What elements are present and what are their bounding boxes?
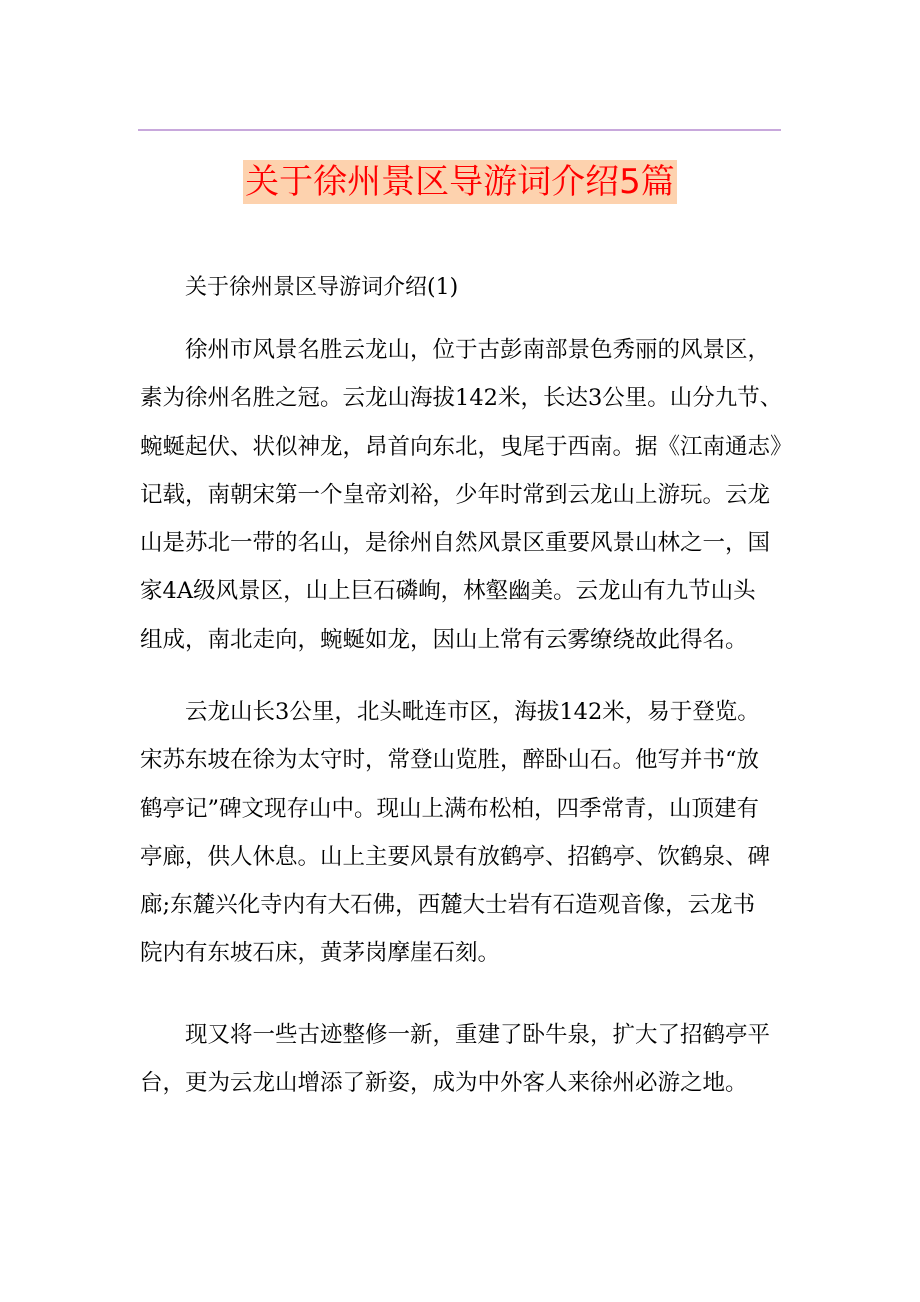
paragraph-3 [140,1011,800,1108]
paragraph-2 [140,688,800,978]
document-title: 关于徐州景区导游词介绍5篇 [245,162,675,202]
text-line: 鹤亭记”碑文现存山中。现山上满布松柏，四季常青，山顶建有 [140,795,760,822]
text-line: 云龙山长3公里，北头毗连市区，海拔142米，易于登览。 [185,699,760,725]
text-line: 宋苏东坡在徐为太守时，常登山览胜，醉卧山石。他写并书“放 [140,747,760,774]
header-divider [138,129,781,131]
paragraph-1 [140,326,800,664]
text-line: 山是苏北一带的名山，是徐州自然风景区重要风景山林之一，国 [140,530,771,557]
section-heading: 关于徐州景区导游词介绍(1) [185,275,459,300]
text-line: 台，更为云龙山增添了新姿，成为中外客人来徐州必游之地。 [140,1070,748,1097]
text-line: 现又将一些古迹整修一新，重建了卧牛泉，扩大了招鹤亭平 [185,1022,771,1048]
text-line: 廊;东麓兴化寺内有大石佛，西麓大士岩有石造观音像，云龙书 [140,892,756,919]
text-line: 院内有东坡石床，黄茅岗摩崖石刻。 [140,940,501,967]
text-line: 亭廊，供人休息。山上主要风景有放鹤亭、招鹤亭、饮鹤泉、碑 [140,843,771,870]
text-line: 蜿蜒起伏、状似神龙，昂首向东北，曳尾于西南。据《江南通志》 [140,433,793,460]
text-line: 记载，南朝宋第一个皇帝刘裕，少年时常到云龙山上游玩。云龙 [140,481,771,508]
text-line: 徐州市风景名胜云龙山，位于古彭南部景色秀丽的风景区， [185,337,771,363]
document-title-wrap [0,160,920,204]
text-line: 组成，南北走向，蜿蜒如龙，因山上常有云雾缭绕故此得名。 [140,626,748,653]
text-line: 素为徐州名胜之冠。云龙山海拔142米，长达3公里。山分九节、 [140,385,783,412]
text-line: 家4A级风景区，山上巨石磷峋，林壑幽美。云龙山有九节山头 [140,578,756,605]
